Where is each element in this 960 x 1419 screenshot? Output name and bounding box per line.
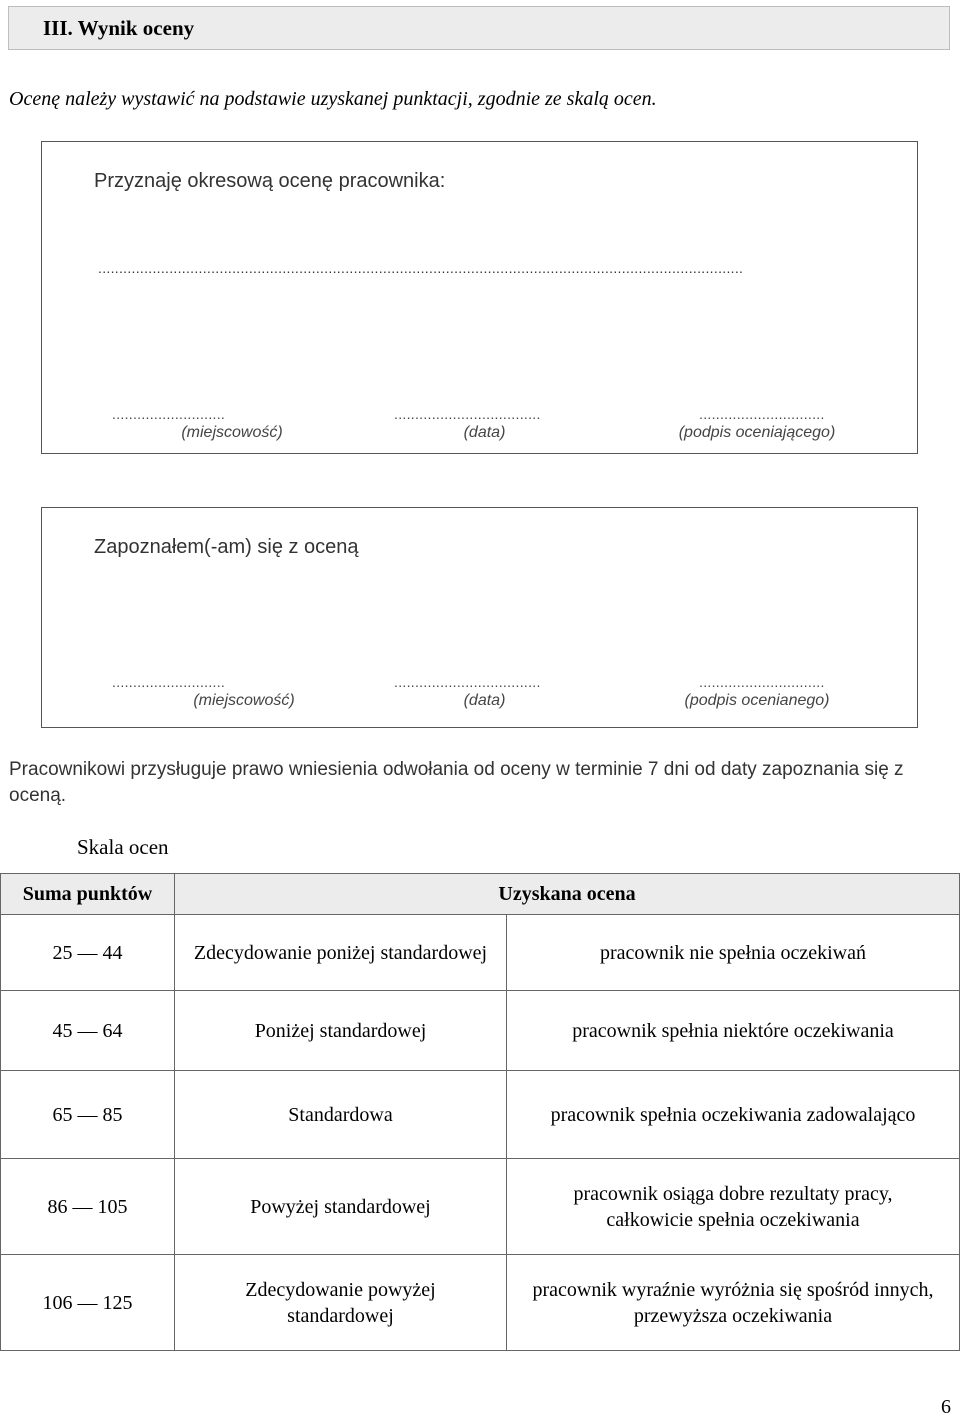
- ack-signature-dots: ..............................: [699, 674, 825, 690]
- row-grade: Powyżej standardowej: [175, 1159, 507, 1255]
- award-signature-field[interactable]: [627, 406, 887, 442]
- scale-title: Skala ocen: [77, 835, 169, 859]
- award-place-dots: ...........................: [112, 406, 226, 422]
- award-date-label: (data): [463, 424, 506, 441]
- section-header: [8, 6, 950, 50]
- award-place-label: (miejscowość): [181, 424, 283, 441]
- ack-date-field[interactable]: [352, 674, 617, 710]
- ack-place-dots: ...........................: [112, 674, 226, 690]
- page-number: 6: [941, 1396, 951, 1418]
- ack-date-label: (data): [463, 692, 506, 709]
- ack-place-label: (miejscowość): [193, 692, 295, 709]
- section-title: III. Wynik oceny: [43, 16, 195, 40]
- table-row: [1, 1071, 960, 1159]
- ack-signature-field[interactable]: [627, 674, 887, 710]
- header-points: Suma punktów: [1, 874, 175, 915]
- row-points: 86 — 105: [1, 1159, 175, 1255]
- row-description: pracownik spełnia oczekiwania zadowalająco: [507, 1071, 960, 1159]
- row-grade: Zdecydowanie poniżej standardowej: [175, 915, 507, 991]
- header-grade: Uzyskana ocena: [175, 874, 960, 915]
- award-dotline[interactable]: ..........................................................................................................................................................: [98, 260, 744, 276]
- row-points: 25 — 44: [1, 915, 175, 991]
- award-signature-label: (podpis oceniającego): [678, 424, 836, 441]
- row-description: pracownik nie spełnia oczekiwań: [507, 915, 960, 991]
- row-points: 45 — 64: [1, 991, 175, 1071]
- table-row: [1, 915, 960, 991]
- row-points: 65 — 85: [1, 1071, 175, 1159]
- grading-scale-table: [0, 873, 960, 1351]
- ack-signature-label: (podpis ocenianego): [684, 692, 830, 709]
- ack-signature-row: [42, 674, 917, 724]
- appeal-notice: Pracownikowi przysługuje prawo wniesienia odwołania od oceny w terminie 7 dni od daty zapoznania się z oceną.: [9, 759, 904, 806]
- award-date-field[interactable]: [352, 406, 617, 442]
- row-description: pracownik osiąga dobre rezultaty pracy, całkowicie spełnia oczekiwania: [507, 1159, 960, 1255]
- instruction-text: Ocenę należy wystawić na podstawie uzyskanej punktacji, zgodnie ze skalą ocen.: [9, 88, 657, 110]
- award-place-field[interactable]: [102, 406, 362, 442]
- award-box-title: Przyznaję okresową ocenę pracownika:: [94, 170, 446, 192]
- row-grade: Poniżej standardowej: [175, 991, 507, 1071]
- table-row: [1, 1159, 960, 1255]
- table-row: [1, 991, 960, 1071]
- ack-place-field[interactable]: [102, 674, 362, 710]
- row-description: pracownik spełnia niektóre oczekiwania: [507, 991, 960, 1071]
- award-signature-dots: ..............................: [699, 406, 825, 422]
- row-grade: Standardowa: [175, 1071, 507, 1159]
- table-row: [1, 1255, 960, 1351]
- award-signature-row: [42, 406, 917, 456]
- table-header-row: [1, 874, 960, 915]
- row-grade: Zdecydowanie powyżej standardowej: [175, 1255, 507, 1351]
- row-points: 106 — 125: [1, 1255, 175, 1351]
- ack-box: [41, 507, 918, 728]
- award-date-dots: ...................................: [394, 406, 541, 422]
- ack-date-dots: ...................................: [394, 674, 541, 690]
- row-description: pracownik wyraźnie wyróżnia się spośród innych, przewyższa oczekiwania: [507, 1255, 960, 1351]
- award-box: [41, 141, 918, 454]
- ack-box-title: Zapoznałem(-am) się z oceną: [94, 536, 359, 558]
